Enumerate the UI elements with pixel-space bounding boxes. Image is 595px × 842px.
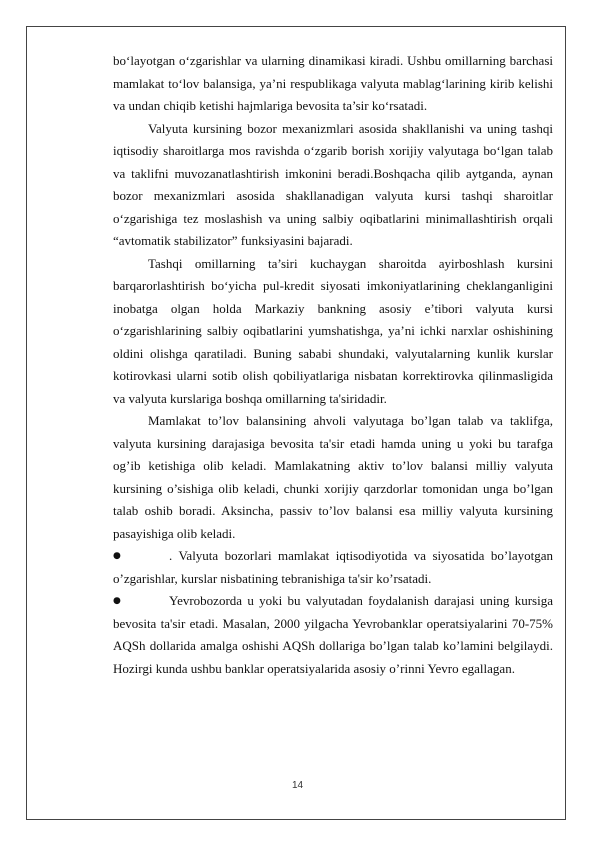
page-number: 14 bbox=[291, 780, 304, 791]
bullet-item-currency-markets bbox=[113, 545, 553, 590]
bullet-item-eurobond-market bbox=[113, 590, 553, 680]
paragraph-continuation: bo‘layotgan o‘zgarishlar va ularning dinamikasi kiradi. Ushbu omillarning barchasi mamlakat to‘lov balansiga, ya’ni respublikaga valyuta mablag‘larining kirib kelishi va undan chiqib ketishi hajmlariga bevosita ta’sir ko‘rsatadi. bbox=[113, 53, 553, 113]
document-body bbox=[113, 50, 553, 680]
bullet-icon: ● bbox=[113, 596, 121, 606]
paragraph-balance-of-payments: Mamlakat to’lov balansining ahvoli valyutaga bo’lgan talab va taklifga, valyuta kursining darajasiga bevosita ta'sir etadi hamda uning u yoki bu tarafga og’ib ketishiga olib keladi. Mamlakatning aktiv to’lov balansi milliy valyuta kursining o’sishiga olib keladi, chunki xorijiy qarzdorlar tomonidan unga bo’lgan talab oshib boradi. Aksincha, passiv to’lov balansi esa milliy valyuta kursining pasayishiga olib keladi. bbox=[113, 413, 553, 541]
bullet-text: Yevrobozorda u yoki bu valyutadan foydalanish darajasi uning kursiga bevosita ta'sir etadi. Masalan, 2000 yilgacha Yevrobanklar operatsiyalarini 70-75% AQSh dollarida amalga oshishi AQSh dollariga bo’lgan talab ko’lamini belgilaydi. Hozirgi kunda ushbu banklar operatsiyalarida asosiy o’rinni Yevro egallagan. bbox=[113, 593, 553, 676]
paragraph-external-factors: Tashqi omillarning ta’siri kuchaygan sharoitda ayirboshlash kursini barqarorlashtirish bo‘yicha pul-kredit siyosati imkoniyatlarining cheklanganligini inobatga olgan holda Markaziy bankning asosiy e’tibori valyuta kursi o‘zgarishlarining salbiy oqibatlarini yumshatishga, ya’ni ichki narxlar oshishining oldini olishga qaratiladi. Buning sababi shundaki, valyutalarning kunlik kurslar kotirovkasi ularni sotib olish qobiliyatlariga nisbatan korrektirovka qilinmasligida va valyuta kurslariga boshqa omillarning ta'siridadir. bbox=[113, 255, 553, 406]
bullet-text: . Valyuta bozorlari mamlakat iqtisodiyotida va siyosatida bo’layotgan o’zgarishlar, kurslar nisbatining tebranishiga ta'sir ko’rsatadi. bbox=[113, 548, 553, 586]
paragraph-exchange-rate-market: Valyuta kursining bozor mexanizmlari asosida shakllanishi va uning tashqi iqtisodiy sharoitlarga mos ravishda o‘zgarib borish xorijiy valyutaga bo‘lgan talab va taklifni muvozanatlashtirish imkonini beradi.Boshqacha qilib aytganda, aynan bozor mexanizmlari asosida shakllanadigan valyuta kursi tashqi sharoitlar o‘zgarishiga tez moslashish va uning salbiy oqibatlarini minimallashtirish orqali “avtomatik stabilizator” funksiyasini bajaradi. bbox=[113, 120, 553, 248]
bullet-icon: ● bbox=[113, 551, 121, 561]
